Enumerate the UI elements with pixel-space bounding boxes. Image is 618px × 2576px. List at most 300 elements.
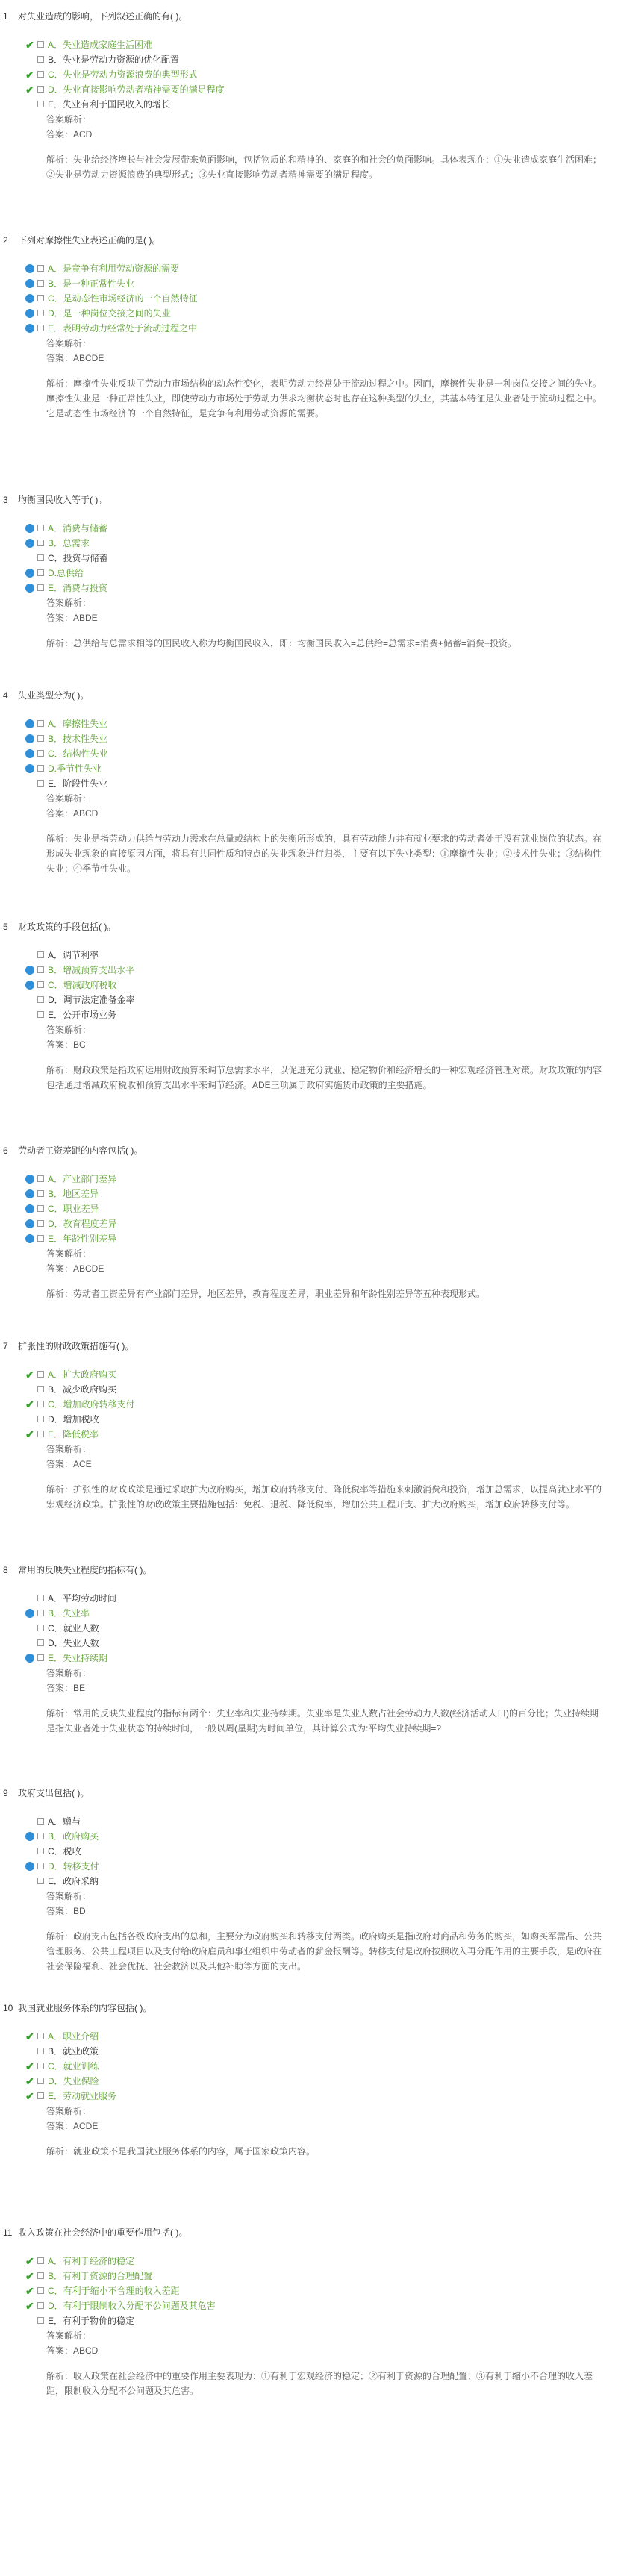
option-label: C．结构性失业 <box>48 748 108 759</box>
option-row[interactable] <box>25 2089 618 2104</box>
blank-mark-icon <box>25 1816 36 1827</box>
option-checkbox[interactable] <box>37 720 44 727</box>
option-row[interactable] <box>25 1874 618 1889</box>
option-checkbox[interactable] <box>37 540 44 546</box>
question-text: 失业类型分为( )。 <box>18 690 90 701</box>
question-header <box>0 9 618 24</box>
option-row[interactable] <box>25 2313 618 2328</box>
question-block <box>0 493 618 651</box>
option-checkbox[interactable] <box>37 1654 44 1661</box>
option-checkbox[interactable] <box>37 1625 44 1631</box>
correct-check-icon: ✔ <box>25 2255 34 2267</box>
option-checkbox[interactable] <box>37 1386 44 1392</box>
option-checkbox[interactable] <box>37 1401 44 1407</box>
blank-mark-icon <box>25 1384 36 1395</box>
option-label: E．有利于物价的稳定 <box>48 2316 135 2326</box>
option-label: D．增加税收 <box>48 1414 99 1425</box>
answer-dot-icon <box>25 524 34 533</box>
option-label: D．调节法定准备金率 <box>48 995 135 1005</box>
option-checkbox[interactable] <box>37 280 44 287</box>
option-checkbox[interactable] <box>37 2078 44 2084</box>
option-row[interactable] <box>25 2269 618 2283</box>
answer-text: 答案：BD <box>46 1906 86 1916</box>
answer-dot-icon <box>25 324 34 333</box>
answer-dot-icon <box>25 1654 34 1663</box>
option-row[interactable] <box>25 2044 618 2059</box>
question-block <box>0 1563 618 1736</box>
option-row[interactable] <box>25 2074 618 2089</box>
option-label: A．产业部门差异 <box>48 1174 117 1184</box>
option-row[interactable] <box>25 963 618 978</box>
option-checkbox[interactable] <box>37 295 44 301</box>
option-label: B．总需求 <box>48 538 90 548</box>
option-label: B．技术性失业 <box>48 734 108 744</box>
option-checkbox[interactable] <box>37 56 44 63</box>
answer-dot-icon <box>25 294 34 303</box>
correct-check-icon: ✔ <box>25 2090 34 2102</box>
option-checkbox[interactable] <box>37 981 44 988</box>
analysis-text: 解析：劳动者工资差异有产业部门差异，地区差异，教育程度差异，职业差异和年龄性别差异等五种表现形式。 <box>46 1289 486 1299</box>
option-row[interactable] <box>25 1367 618 1382</box>
answer-dot-icon <box>25 309 34 318</box>
option-list <box>25 1367 618 1442</box>
question-header <box>0 1339 618 1354</box>
answer-text: 答案：ACDE <box>46 2121 99 2131</box>
option-row[interactable] <box>25 1651 618 1666</box>
analysis-text: 解析：政府支出包括各级政府支出的总和，主要分为政府购买和转移支付两类。政府购买是指政府对商品和劳务的购买，如购买军需品、公共管理服务、公共工程项目以及支付给政府雇员和事业组织中劳动者的薪金报酬等。转移支付是政府按照收入再分配作用的主要手段，是政府在社会保险福利、社会优抚、社会救济以及其他补助等方面的支出。 <box>46 1931 602 1972</box>
option-row[interactable] <box>25 291 618 306</box>
option-label: B．失业是劳动力资源的优化配置 <box>48 54 180 65</box>
option-checkbox[interactable] <box>37 41 44 48</box>
question-number: 7 <box>3 1341 8 1351</box>
answer-text: 答案：ABCD <box>46 808 99 819</box>
question-number: 11 <box>3 2228 13 2238</box>
blank-mark-icon <box>25 1623 36 1634</box>
option-row[interactable] <box>25 1621 618 1636</box>
blank-mark-icon <box>25 1414 36 1425</box>
option-label: A．是竞争有利用劳动资源的需要 <box>48 263 180 274</box>
answer-dot-icon <box>25 966 34 975</box>
blank-mark-icon <box>25 1638 36 1648</box>
question-number: 9 <box>3 1788 8 1798</box>
option-label: E．公开市场业务 <box>48 1010 117 1020</box>
option-row[interactable] <box>25 1636 618 1651</box>
option-label: C．有利于缩小不合理的收入差距 <box>48 2286 180 2296</box>
blank-mark-icon <box>25 778 36 789</box>
answer-dot-icon <box>25 1204 34 1213</box>
answer-dot-icon <box>25 1234 34 1243</box>
answer-text: 答案：BC <box>46 1040 86 1050</box>
option-checkbox[interactable] <box>37 1833 44 1839</box>
option-checkbox[interactable] <box>37 2287 44 2294</box>
option-row[interactable] <box>25 306 618 321</box>
option-label: E．失业持续期 <box>48 1653 108 1663</box>
option-checkbox[interactable] <box>37 1235 44 1242</box>
answer-key-label: 答案解析： <box>46 793 92 804</box>
option-label: C．增减政府税收 <box>48 980 117 990</box>
option-row[interactable] <box>25 1829 618 1844</box>
option-list <box>25 1814 618 1889</box>
option-row[interactable] <box>25 1814 618 1829</box>
option-row[interactable] <box>25 37 618 52</box>
answer-dot-icon <box>25 749 34 758</box>
question-text: 常用的反映失业程度的指标有( )。 <box>18 1565 152 1575</box>
option-label: E．失业有利于国民收入的增长 <box>48 99 171 110</box>
blank-mark-icon <box>25 1593 36 1604</box>
answer-dot-icon <box>25 981 34 990</box>
question-text: 均衡国民收入等于( )。 <box>18 495 107 505</box>
option-row[interactable] <box>25 1844 618 1859</box>
option-checkbox[interactable] <box>37 1205 44 1212</box>
question-header <box>0 1563 618 1578</box>
option-checkbox[interactable] <box>37 1011 44 1018</box>
question-block <box>0 919 618 1092</box>
answer-key-label: 答案解析： <box>46 2330 92 2341</box>
option-checkbox[interactable] <box>37 1639 44 1646</box>
option-label: B．政府购买 <box>48 1831 99 1842</box>
option-row[interactable] <box>25 276 618 291</box>
option-row[interactable] <box>25 581 618 595</box>
correct-check-icon: ✔ <box>25 2031 34 2042</box>
question-text: 劳动者工资差距的内容包括( )。 <box>18 1145 143 1156</box>
answer-dot-icon <box>25 734 34 743</box>
question-number: 1 <box>3 11 8 22</box>
option-label: D．失业人数 <box>48 1638 99 1648</box>
blank-mark-icon <box>25 54 36 65</box>
question-block <box>0 1786 618 1974</box>
analysis-text: 解析：收入政策在社会经济中的重要作用主要表现为：①有利于宏观经济的稳定；②有利于资源的合理配置；③有利于缩小不合理的收入差距，限制收入分配不公问题及其危害。 <box>46 2371 593 2396</box>
option-row[interactable] <box>25 1606 618 1621</box>
answer-key-label: 答案解析： <box>46 1248 92 1259</box>
option-checkbox[interactable] <box>37 265 44 272</box>
option-checkbox[interactable] <box>37 1863 44 1869</box>
blank-mark-icon <box>25 995 36 1005</box>
option-row[interactable] <box>25 2254 618 2269</box>
option-label: C．职业差异 <box>48 1204 99 1214</box>
option-label: B．地区差异 <box>48 1189 99 1199</box>
correct-check-icon: ✔ <box>25 2075 34 2087</box>
option-list <box>25 716 618 791</box>
option-checkbox[interactable] <box>37 966 44 973</box>
option-row[interactable] <box>25 978 618 992</box>
option-row[interactable] <box>25 261 618 276</box>
question-block <box>0 2225 618 2398</box>
option-label: C．投资与储蓄 <box>48 553 108 563</box>
option-checkbox[interactable] <box>37 1190 44 1197</box>
option-row[interactable] <box>25 761 618 776</box>
option-row[interactable] <box>25 776 618 791</box>
answer-dot-icon <box>25 764 34 773</box>
option-label: C．增加政府转移支付 <box>48 1399 135 1410</box>
option-list <box>25 261 618 336</box>
option-label: A．扩大政府购买 <box>48 1369 117 1380</box>
option-row[interactable] <box>25 948 618 963</box>
option-checkbox[interactable] <box>37 525 44 531</box>
option-row[interactable] <box>25 566 618 581</box>
answer-text: 答案：ABCDE <box>46 1263 104 1274</box>
option-list <box>25 2254 618 2328</box>
option-label: C．就业人数 <box>48 1623 99 1634</box>
answer-key-label: 答案解析： <box>46 1444 92 1454</box>
option-checkbox[interactable] <box>37 2272 44 2279</box>
option-checkbox[interactable] <box>37 86 44 93</box>
question-header <box>0 1143 618 1158</box>
option-label: E．降低税率 <box>48 1429 99 1439</box>
option-label: D．失业保险 <box>48 2076 99 2086</box>
option-checkbox[interactable] <box>37 765 44 772</box>
option-list <box>25 948 618 1022</box>
question-number: 3 <box>3 495 8 505</box>
option-checkbox[interactable] <box>37 71 44 78</box>
option-checkbox[interactable] <box>37 1371 44 1378</box>
option-row[interactable] <box>25 1382 618 1397</box>
analysis-text: 解析：扩张性的财政政策是通过采取扩大政府购买，增加政府转移支付、降低税率等措施来刺激消费和投资，增加总需求，以提高就业水平的宏观经济政策。扩张性的财政政策主要措施包括：免税、退税、降低税率，增加公共工程开支、扩大政府购买，增加政府转移支付等。 <box>46 1484 602 1510</box>
blank-mark-icon <box>25 1010 36 1020</box>
option-row[interactable] <box>25 551 618 566</box>
answer-dot-icon <box>25 539 34 548</box>
option-checkbox[interactable] <box>37 554 44 561</box>
option-checkbox[interactable] <box>37 1431 44 1437</box>
option-label: B．有利于资源的合理配置 <box>48 2271 153 2281</box>
option-checkbox[interactable] <box>37 1595 44 1601</box>
option-row[interactable] <box>25 1427 618 1442</box>
analysis-text: 解析：财政政策是指政府运用财政预算来调节总需求水平，以促进充分就业、稳定物价和经济增长的一种宏观经济管理对策。财政政策的内容包括通过增减政府税收和预算支出水平来调节经济。ADE三项属于政府实施货币政策的主要措施。 <box>46 1065 602 1090</box>
question-header <box>0 2225 618 2240</box>
option-checkbox[interactable] <box>37 2302 44 2309</box>
option-checkbox[interactable] <box>37 2063 44 2069</box>
option-row[interactable] <box>25 97 618 112</box>
answer-dot-icon <box>25 264 34 273</box>
option-row[interactable] <box>25 67 618 82</box>
answer-text: 答案：ABDE <box>46 613 98 623</box>
question-number: 6 <box>3 1145 8 1156</box>
answer-text: 答案：ABCDE <box>46 353 104 363</box>
option-checkbox[interactable] <box>37 735 44 742</box>
option-label: C．失业是劳动力资源浪费的典型形式 <box>48 69 198 80</box>
question-block <box>0 688 618 876</box>
option-label: A．职业介绍 <box>48 2031 99 2042</box>
correct-check-icon: ✔ <box>25 84 34 96</box>
answer-key-label: 答案解析： <box>46 2106 92 2116</box>
answer-dot-icon <box>25 1175 34 1184</box>
option-list <box>25 1591 618 1666</box>
option-row[interactable] <box>25 1201 618 1216</box>
answer-dot-icon <box>25 1219 34 1228</box>
question-text: 我国就业服务体系的内容包括( )。 <box>18 2003 152 2013</box>
blank-mark-icon <box>25 1846 36 1857</box>
option-label: C．是动态性市场经济的一个自然特征 <box>48 293 198 304</box>
question-text: 下列对摩擦性失业表述正确的是( )。 <box>18 235 161 246</box>
option-checkbox[interactable] <box>37 325 44 331</box>
question-number: 8 <box>3 1565 8 1575</box>
option-checkbox[interactable] <box>37 1848 44 1854</box>
option-label: C．税收 <box>48 1846 81 1857</box>
question-number: 4 <box>3 690 8 701</box>
answer-key-label: 答案解析： <box>46 1668 92 1678</box>
answer-key-label: 答案解析： <box>46 598 92 608</box>
option-label: B．就业政策 <box>48 2046 99 2057</box>
option-row[interactable] <box>25 52 618 67</box>
correct-check-icon: ✔ <box>25 2060 34 2072</box>
question-header <box>0 1786 618 1801</box>
option-row[interactable] <box>25 321 618 336</box>
question-text: 财政政策的手段包括( )。 <box>18 922 116 932</box>
correct-check-icon: ✔ <box>25 1428 34 1440</box>
option-row[interactable] <box>25 731 618 746</box>
option-label: A．赠与 <box>48 1816 81 1827</box>
option-label: B．是一种正常性失业 <box>48 278 135 289</box>
blank-mark-icon <box>25 2046 36 2057</box>
option-checkbox[interactable] <box>37 2092 44 2099</box>
option-row[interactable] <box>25 716 618 731</box>
option-label: D.季节性失业 <box>48 763 102 774</box>
option-label: D．是一种岗位交接之间的失业 <box>48 308 171 319</box>
option-checkbox[interactable] <box>37 1220 44 1227</box>
option-checkbox[interactable] <box>37 310 44 316</box>
option-row[interactable] <box>25 992 618 1007</box>
option-row[interactable] <box>25 2029 618 2044</box>
option-row[interactable] <box>25 1591 618 1606</box>
option-label: A．调节利率 <box>48 950 99 960</box>
option-label: A．消费与储蓄 <box>48 523 108 534</box>
option-row[interactable] <box>25 1397 618 1412</box>
option-row[interactable] <box>25 2059 618 2074</box>
question-number: 10 <box>3 2003 13 2013</box>
question-block <box>0 1143 618 1301</box>
option-checkbox[interactable] <box>37 780 44 787</box>
answer-dot-icon <box>25 1609 34 1618</box>
question-block <box>0 233 618 421</box>
blank-mark-icon <box>25 2316 36 2326</box>
option-list <box>25 37 618 112</box>
question-header <box>0 688 618 703</box>
option-checkbox[interactable] <box>37 1175 44 1182</box>
option-label: E．年龄性别差异 <box>48 1234 117 1244</box>
correct-check-icon: ✔ <box>25 2285 34 2297</box>
analysis-text: 解析：失业给经济增长与社会发展带来负面影响，包括物质的和精神的、家庭的和社会的负面影响。具体表现在：①失业造成家庭生活困难；②失业是劳动力资源浪费的典型形式；③失业直接影响劳动者精神需要的满足程度。 <box>46 154 602 180</box>
option-label: A．失业造成家庭生活困难 <box>48 40 153 50</box>
option-checkbox[interactable] <box>37 996 44 1003</box>
option-checkbox[interactable] <box>37 750 44 757</box>
question-header <box>0 233 618 248</box>
question-header <box>0 2001 618 2016</box>
answer-text: 答案：ACD <box>46 129 93 140</box>
answer-text: 答案：ABCD <box>46 2345 99 2356</box>
answer-key-label: 答案解析： <box>46 338 92 348</box>
question-text: 收入政策在社会经济中的重要作用包括( )。 <box>18 2228 188 2238</box>
option-row[interactable] <box>25 1187 618 1201</box>
question-block <box>0 9 618 182</box>
correct-check-icon: ✔ <box>25 1369 34 1381</box>
option-row[interactable] <box>25 746 618 761</box>
option-label: E．表明劳动力经常处于流动过程之中 <box>48 323 198 334</box>
question-number: 2 <box>3 235 8 246</box>
option-row[interactable] <box>25 1216 618 1231</box>
option-row[interactable] <box>25 521 618 536</box>
option-label: A．有利于经济的稳定 <box>48 2256 135 2266</box>
option-label: E．劳动就业服务 <box>48 2091 117 2101</box>
analysis-text: 解析：摩擦性失业反映了劳动力市场结构的动态性变化，表明劳动力经常处于流动过程之中。因而，摩擦性失业是一种岗位交接之间的失业。摩擦性失业是一种正常性失业，即使劳动力市场处于劳动力供求均衡状态时也存在这种类型的失业，其基本特征是失业者处于流动过程之中。它是动态性市场经济的一个自然特征，是竞争有利用劳动资源的需要。 <box>46 378 602 419</box>
option-label: D.总供给 <box>48 568 84 578</box>
option-checkbox[interactable] <box>37 1818 44 1825</box>
option-label: A．摩擦性失业 <box>48 719 108 729</box>
analysis-text: 解析：总供给与总需求相等的国民收入称为均衡国民收入，即：均衡国民收入=总供给=总需求=消费+储蓄=消费+投资。 <box>46 638 517 648</box>
answer-dot-icon <box>25 1832 34 1841</box>
option-checkbox[interactable] <box>37 2048 44 2054</box>
option-list <box>25 2029 618 2104</box>
answer-dot-icon <box>25 584 34 593</box>
option-list <box>25 521 618 595</box>
option-label: E．阶段性失业 <box>48 778 108 789</box>
option-checkbox[interactable] <box>37 1610 44 1616</box>
answer-dot-icon <box>25 719 34 728</box>
option-checkbox[interactable] <box>37 2033 44 2039</box>
option-label: A．平均劳动时间 <box>48 1593 117 1604</box>
answer-dot-icon <box>25 569 34 578</box>
analysis-text: 解析：就业政策不是我国就业服务体系的内容，属于国家政策内容。 <box>46 2146 316 2157</box>
option-checkbox[interactable] <box>37 584 44 591</box>
blank-mark-icon <box>25 1876 36 1886</box>
option-checkbox[interactable] <box>37 951 44 958</box>
option-checkbox[interactable] <box>37 2317 44 2324</box>
correct-check-icon: ✔ <box>25 2270 34 2282</box>
option-label: E．政府采纳 <box>48 1876 99 1886</box>
answer-dot-icon <box>25 1189 34 1198</box>
option-row[interactable] <box>25 2283 618 2298</box>
blank-mark-icon <box>25 553 36 563</box>
blank-mark-icon <box>25 99 36 110</box>
option-row[interactable] <box>25 1412 618 1427</box>
option-checkbox[interactable] <box>37 2257 44 2264</box>
correct-check-icon: ✔ <box>25 39 34 51</box>
answer-key-label: 答案解析： <box>46 1025 92 1035</box>
question-header <box>0 493 618 507</box>
option-checkbox[interactable] <box>37 101 44 107</box>
option-row[interactable] <box>25 1007 618 1022</box>
option-checkbox[interactable] <box>37 1878 44 1884</box>
option-row[interactable] <box>25 1859 618 1874</box>
option-label: D．转移支付 <box>48 1861 99 1872</box>
answer-dot-icon <box>25 279 34 288</box>
option-row[interactable] <box>25 536 618 551</box>
option-list <box>25 1172 618 1246</box>
answer-dot-icon <box>25 1862 34 1871</box>
option-label: E．消费与投资 <box>48 583 108 593</box>
answer-key-label: 答案解析： <box>46 1891 92 1901</box>
option-checkbox[interactable] <box>37 1416 44 1422</box>
analysis-text: 解析：失业是指劳动力供给与劳动力需求在总量或结构上的失衡所形成的，具有劳动能力并有就业要求的劳动者处于没有就业岗位的状态。在形成失业现象的直接原因方面，将具有共同性质和特点的失业现象进行归类，主要有以下失业类型：①摩擦性失业；②技术性失业；③结构性失业；④季节性失业。 <box>46 834 602 874</box>
option-row[interactable] <box>25 1231 618 1246</box>
option-label: B．减少政府购买 <box>48 1384 117 1395</box>
answer-text: 答案：ACE <box>46 1459 92 1469</box>
blank-mark-icon <box>25 950 36 960</box>
option-row[interactable] <box>25 1172 618 1187</box>
analysis-text: 解析：常用的反映失业程度的指标有两个：失业率和失业持续期。失业率是失业人数占社会劳动力人数(经济活动人口)的百分比；失业持续期是指失业者处于失业状态的持续时间，一般以周(星期)为时间单位，其计算公式为:平均失业持续期=? <box>46 1708 599 1734</box>
question-block <box>0 2001 618 2159</box>
option-label: D．教育程度差异 <box>48 1219 117 1229</box>
option-checkbox[interactable] <box>37 569 44 576</box>
answer-key-label: 答案解析： <box>46 114 92 125</box>
question-number: 5 <box>3 922 8 932</box>
option-label: B．增减预算支出水平 <box>48 965 135 975</box>
correct-check-icon: ✔ <box>25 1398 34 1410</box>
option-row[interactable] <box>25 82 618 97</box>
option-label: D．失业直接影响劳动者精神需要的满足程度 <box>48 84 225 95</box>
question-text: 扩张性的财政政策措施有( )。 <box>18 1341 134 1351</box>
option-row[interactable] <box>25 2298 618 2313</box>
correct-check-icon: ✔ <box>25 2300 34 2312</box>
option-label: C．就业训练 <box>48 2061 99 2072</box>
